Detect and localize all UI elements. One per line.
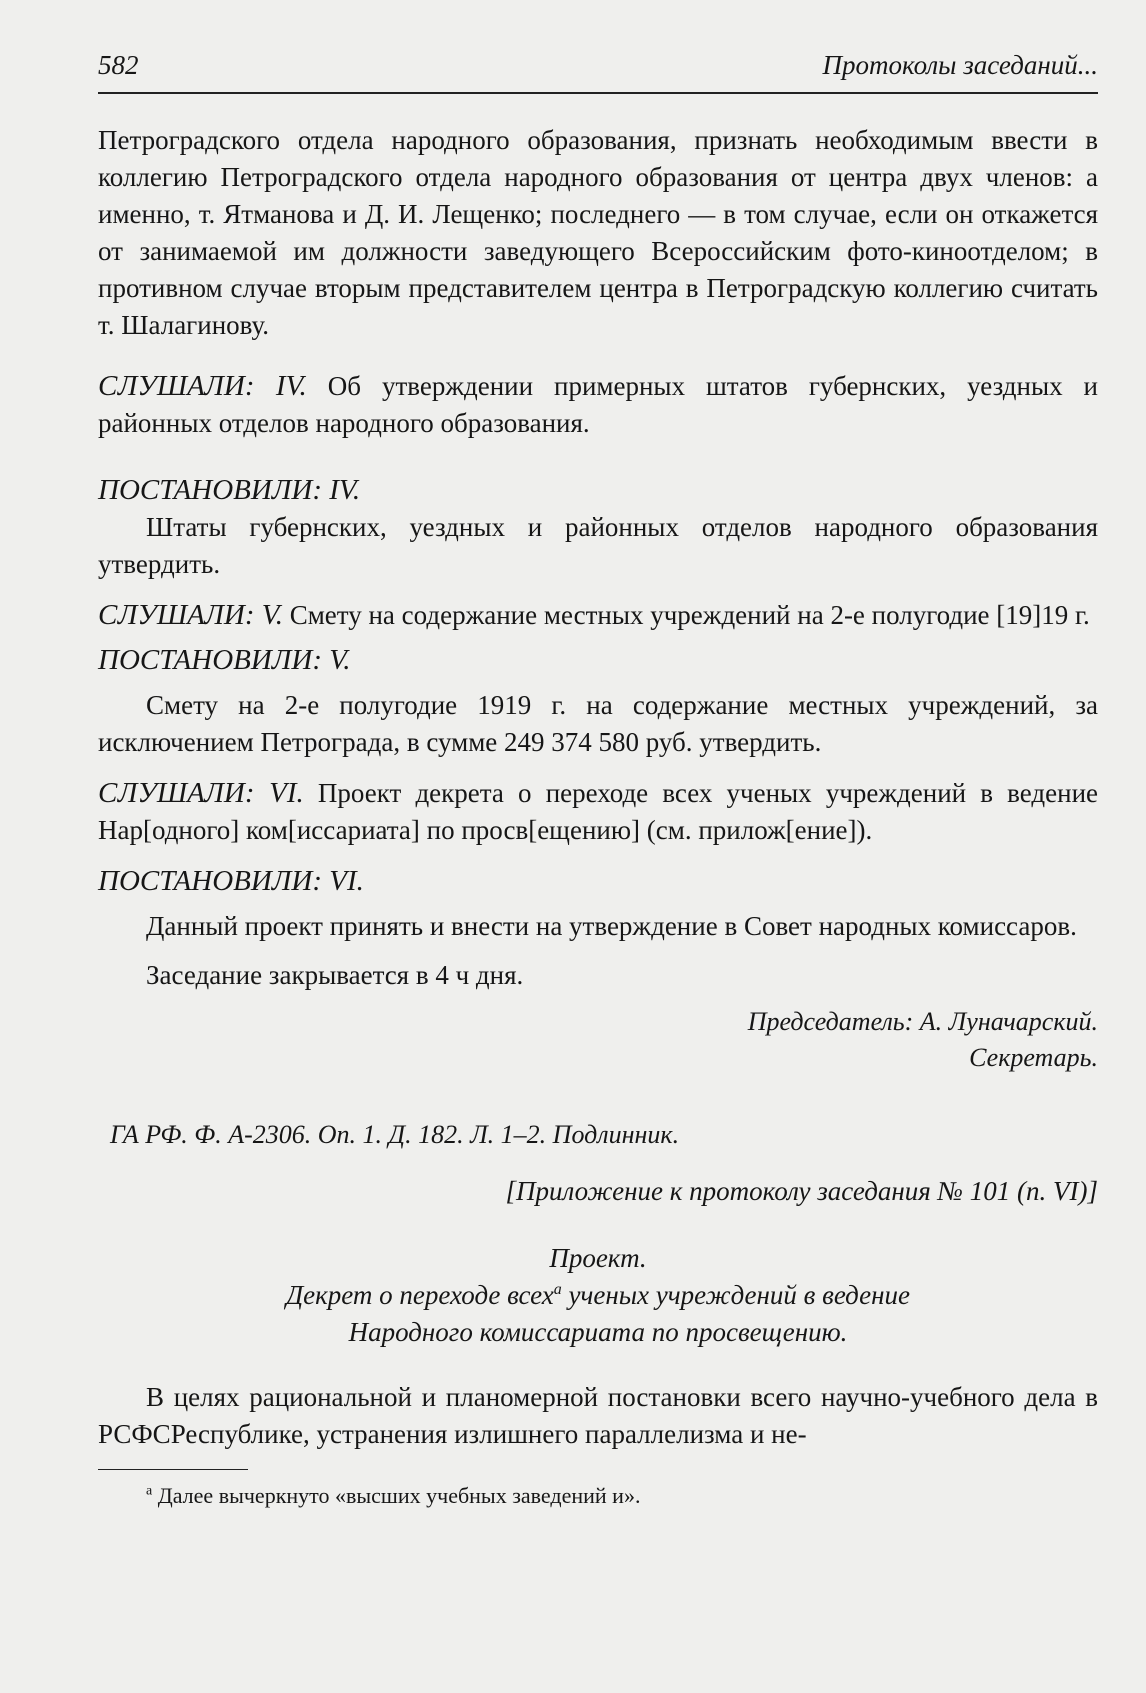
- draft-label: Проект.: [549, 1243, 647, 1273]
- header-rule: [98, 92, 1098, 94]
- footnote-text: Далее вычеркнуто «высших учебных заведений и».: [152, 1483, 641, 1508]
- decree-line1-after: ученых учреждений в ведение: [561, 1280, 911, 1310]
- closing-line: Заседание закрывается в 4 ч дня.: [146, 960, 524, 990]
- page-number: 582: [98, 50, 139, 80]
- page-body: [98, 122, 1098, 1510]
- decree-line1-before: Декрет о переходе всех: [285, 1280, 554, 1310]
- slushali-text-v: Смету на содержание местных учреждений на 2-е полугодие [19]19 г.: [282, 600, 1090, 630]
- decree-title-line-1: [98, 1277, 1098, 1314]
- postanovili-label-v: ПОСТАНОВИЛИ: V.: [98, 644, 351, 676]
- archive-source: ГА РФ. Ф. А-2306. Оп. 1. Д. 182. Л. 1–2. Подлинник.: [110, 1120, 680, 1149]
- chair-signature: Председатель: А. Луначарский.: [747, 1007, 1098, 1036]
- postanovili-text-v: Смету на 2-е полугодие 1919 г. на содержание местных учреждений, за исключением Петрограда, в сумме 249 374 580 руб. утвердить.: [98, 690, 1098, 757]
- intro-paragraph: Петроградского отдела народного образования, признать необходимым ввести в коллегию Петроградского отдела народного образования от центра двух членов: а именно, т. Ятманова и Д. И. Лещенко; последнего — в том случае, если он откажется от занимаемой им должности заведующего Всероссийским фото-киноотделом; в противном случае вторым представителем центра в Петроградскую коллегию считать т. Шалагинову.: [98, 125, 1098, 340]
- footnote-mark: а: [146, 1483, 153, 1499]
- slushali-item-vi: [98, 775, 1098, 849]
- slushali-label-vi: СЛУШАЛИ: VI.: [98, 777, 304, 809]
- decree-note-mark: а: [553, 1281, 562, 1298]
- postanovili-text-iv: Штаты губернских, уездных и районных отделов народного образования утвердить.: [98, 512, 1098, 579]
- appendix-paragraph: В целях рациональной и планомерной постановки всего научно-учебного дела в РСФСРеспублике, устранения излишнего параллелизма и не-: [98, 1382, 1098, 1449]
- footnote: [98, 1482, 1098, 1510]
- postanovili-text-vi: Данный проект принять и внести на утверждение в Совет народных комиссаров.: [146, 911, 1077, 941]
- slushali-label-v: СЛУШАЛИ: V.: [98, 599, 283, 631]
- slushali-text-vi: Проект декрета о переходе всех ученых учреждений в ведение Нар[одного] ком[иссариата] по просв[ещению] (см. прилож[ение]).: [98, 778, 1098, 845]
- slushali-item-iv: [98, 368, 1098, 442]
- slushali-item-v: [98, 597, 1098, 634]
- running-title: Протоколы заседаний...: [822, 50, 1098, 80]
- appendix-title: [Приложение к протоколу заседания № 101 (п. VI)]: [505, 1176, 1098, 1206]
- slushali-label-iv: СЛУШАЛИ: IV.: [98, 370, 307, 402]
- decree-title: [98, 1277, 1098, 1351]
- signatures-block: [98, 1004, 1098, 1076]
- postanovili-label-iv: ПОСТАНОВИЛИ: IV.: [98, 474, 361, 506]
- decree-title-line-2: Народного комиссариата по просвещению.: [348, 1317, 848, 1347]
- postanovili-label-vi: ПОСТАНОВИЛИ: VI.: [98, 865, 364, 897]
- secretary-signature: Секретарь.: [969, 1043, 1098, 1072]
- page-header: [98, 50, 1098, 90]
- slushali-text-iv: Об утверждении примерных штатов губернских, уездных и районных отделов народного образования.: [98, 371, 1098, 438]
- footnote-rule: [98, 1469, 248, 1470]
